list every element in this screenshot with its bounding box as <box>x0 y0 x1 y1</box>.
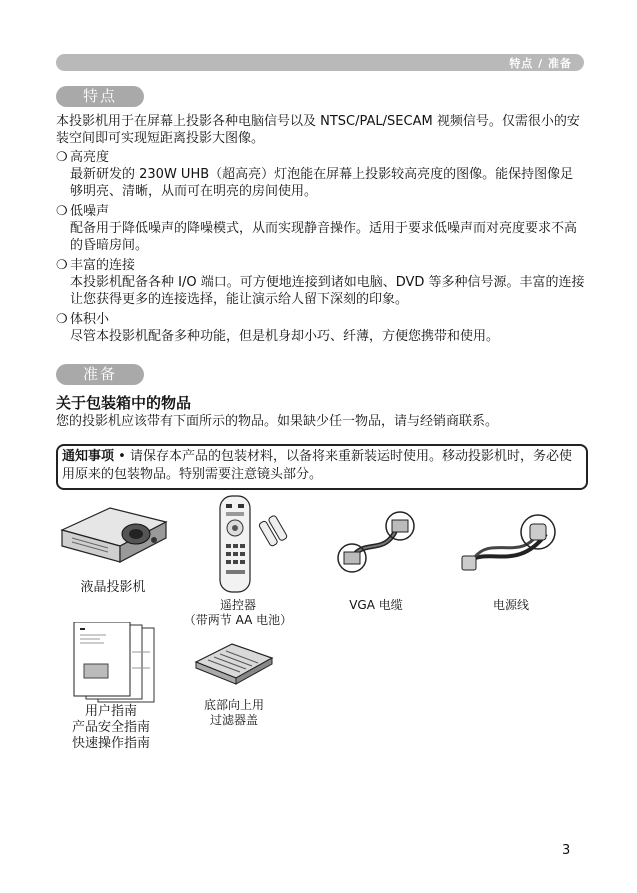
bullet-circle-icon: ❍ <box>56 258 68 273</box>
bullet-circle-icon: ❍ <box>56 312 68 327</box>
power-cord-caption <box>466 598 556 613</box>
power-cord-illustration <box>456 504 566 576</box>
vga-cable-caption <box>334 598 418 613</box>
feature-item-connectivity <box>56 257 586 308</box>
caption-line: 用户指南 <box>84 704 137 719</box>
feature-item-compact <box>56 311 586 345</box>
header-bar <box>56 54 584 71</box>
feature-title: 高亮度 <box>70 150 110 165</box>
page-number: 3 <box>562 843 571 858</box>
filter-cover-caption <box>186 698 282 728</box>
projector-illustration <box>58 500 170 568</box>
caption-line: VGA 电缆 <box>349 598 403 612</box>
caption-line: 遥控器 <box>219 598 256 612</box>
feature-desc: 最新研发的 230W UHB（超高亮）灯泡能在屏幕上投影较高亮度的图像。能保持图像足够明亮、清晰，从而可在明亮的房间使用。 <box>70 167 574 199</box>
package-intro: 您的投影机应该带有下面所示的物品。如果缺少任一物品，请与经销商联系。 <box>56 414 499 429</box>
manuals-caption <box>58 704 164 752</box>
filter-cover-illustration <box>192 640 276 688</box>
notice-text: • 请保存本产品的包装材料，以备将来重新装运时使用。移动投影机时，务必使用原来的包装物品。特别需要注意镜头部分。 <box>62 449 572 482</box>
remote-caption <box>176 598 300 628</box>
feature-title: 体积小 <box>70 312 110 327</box>
caption-line: 液晶投影机 <box>80 580 146 595</box>
caption-line: 底部向上用 <box>203 698 264 712</box>
feature-title: 丰富的连接 <box>70 258 136 273</box>
feature-desc: 配备用于降低噪声的降噪模式，从而实现静音操作。适用于要求低噪声而对亮度要求不高的昏暗房间。 <box>70 221 578 253</box>
remote-control-illustration <box>214 494 294 594</box>
manuals-illustration <box>70 622 160 704</box>
feature-desc: 本投影机配备各种 I/O 端口。可方便地连接到诸如电脑、DVD 等多种信号源。丰富的连接让您获得更多的连接选择，能让演示给人留下深刻的印象。 <box>70 275 585 307</box>
package-contents-heading: 关于包装箱中的物品 <box>56 394 192 412</box>
caption-line: 产品安全指南 <box>71 720 150 735</box>
caption-line: 电源线 <box>492 598 529 612</box>
notice-box <box>56 444 588 490</box>
caption-line: 快速操作指南 <box>71 736 150 751</box>
projector-caption <box>58 580 168 595</box>
notice-label: 通知事项 <box>62 449 115 464</box>
caption-line: （带两节 AA 电池） <box>183 613 293 627</box>
bullet-circle-icon: ❍ <box>56 204 68 219</box>
feature-item-brightness <box>56 149 586 200</box>
caption-line: 过滤器盖 <box>209 713 258 727</box>
header-title: 特点 / 准备 <box>509 57 572 70</box>
features-tab: 特点 <box>56 86 144 107</box>
preparation-tab: 准备 <box>56 364 144 385</box>
feature-desc: 尽管本投影机配备多种功能，但是机身却小巧、纤薄，方便您携带和使用。 <box>70 329 500 344</box>
features-intro: 本投影机用于在屏幕上投影各种电脑信号以及 NTSC/PAL/SECAM 视频信号。仅需很小的安装空间即可实现短距离投影大图像。 <box>56 114 580 146</box>
feature-title: 低噪声 <box>70 204 110 219</box>
feature-item-low-noise <box>56 203 586 254</box>
bullet-circle-icon: ❍ <box>56 150 68 165</box>
vga-cable-illustration <box>334 508 418 578</box>
